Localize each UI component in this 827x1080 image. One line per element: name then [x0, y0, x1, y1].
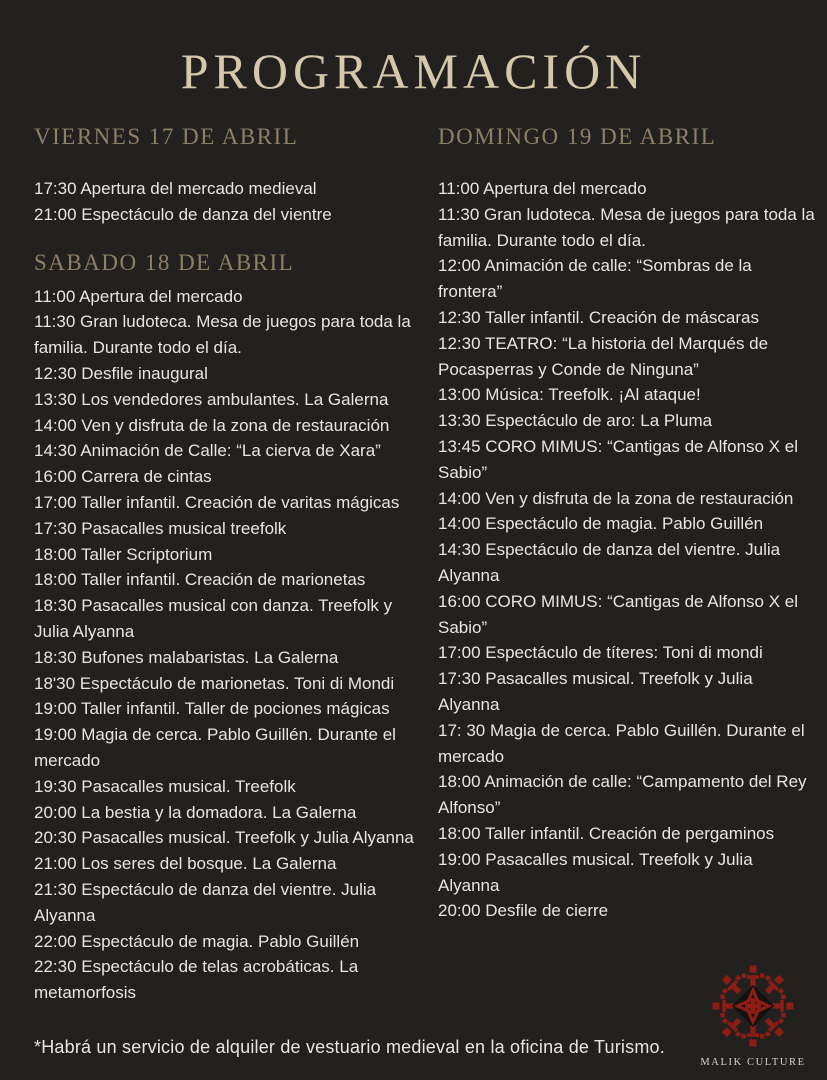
event-line: 16:00 Carrera de cintas	[34, 467, 212, 487]
event-list-domingo	[438, 176, 816, 924]
event-line: 16:00 CORO MIMUS: “Cantigas de Alfonso X el Sabio”	[438, 591, 798, 637]
event-line: 14:00 Ven y disfruta de la zona de restauración	[34, 415, 390, 435]
event-line: 14:00 Ven y disfruta de la zona de restauración	[438, 488, 794, 508]
event-line: 12:30 Taller infantil. Creación de máscaras	[438, 307, 759, 327]
event-line: 22:30 Espectáculo de telas acrobáticas. La metamorfosis	[34, 957, 359, 1003]
event-line: 20:00 Desfile de cierre	[438, 901, 609, 921]
right-column	[438, 124, 816, 1028]
day-header-sabado: SABADO 18 DE ABRIL	[34, 249, 295, 275]
event-line: 22:00 Espectáculo de magia. Pablo Guillén	[34, 931, 360, 951]
event-line: 12:30 Desfile inaugural	[34, 363, 208, 383]
event-line: 13:45 CORO MIMUS: “Cantigas de Alfonso X el Sabio”	[438, 436, 798, 482]
day-section-domingo	[438, 124, 816, 924]
event-line: 13:00 Música: Treefolk. ¡Al ataque!	[438, 385, 701, 405]
event-line: 11:00 Apertura del mercado	[438, 179, 647, 198]
footnote: *Habrá un servicio de alquiler de vestuario medieval en la oficina de Turismo.	[34, 1037, 665, 1057]
event-line: 11:30 Gran ludoteca. Mesa de juegos para toda la familia. Durante todo el día.	[438, 204, 815, 250]
event-line: 11:30 Gran ludoteca. Mesa de juegos para toda la familia. Durante todo el día.	[34, 312, 411, 358]
event-line: 17:30 Pasacalles musical treefolk	[34, 518, 287, 538]
event-line: 18:30 Pasacalles musical con danza. Treefolk y Julia Alyanna	[34, 596, 393, 641]
event-line: 19:00 Magia de cerca. Pablo Guillén. Durante el mercado	[34, 725, 396, 770]
malik-culture-logo	[697, 962, 809, 1068]
event-list-viernes	[34, 176, 426, 228]
page-title: PROGRAMACIÓN	[180, 43, 647, 99]
event-list-sabado	[34, 284, 426, 1006]
event-line: 17:00 Espectáculo de títeres: Toni di mondi	[438, 643, 763, 663]
event-line: 21:00 Espectáculo de danza del vientre	[34, 204, 332, 224]
schedule-columns	[0, 124, 827, 1028]
day-section-viernes	[34, 124, 426, 228]
event-line: 18:00 Taller infantil. Creación de pergaminos	[438, 823, 775, 843]
event-line: 13:30 Espectáculo de aro: La Pluma	[438, 411, 713, 431]
event-line: 13:30 Los vendedores ambulantes. La Galerna	[34, 389, 389, 409]
event-line: 20:00 La bestia y la domadora. La Galerna	[34, 802, 357, 822]
event-line: 21:00 Los seres del bosque. La Galerna	[34, 854, 337, 874]
event-line: 12:30 TEATRO: “La historia del Marqués de Pocasperras y Conde de Ninguna”	[438, 333, 769, 379]
event-line: 18:00 Animación de calle: “Campamento del Rey Alfonso”	[438, 772, 807, 818]
event-line: 18:00 Taller Scriptorium	[34, 544, 213, 564]
event-line: 12:00 Animación de calle: “Sombras de la frontera”	[438, 256, 752, 302]
event-line: 17:30 Apertura del mercado medieval	[34, 179, 317, 198]
event-line: 14:30 Animación de Calle: “La cierva de Xara”	[34, 441, 381, 461]
day-header-domingo: DOMINGO 19 DE ABRIL	[438, 124, 717, 149]
geometric-rosette-icon	[709, 1037, 797, 1054]
day-section-sabado	[34, 250, 426, 1006]
event-line: 11:00 Apertura del mercado	[34, 286, 243, 306]
event-line: 14:00 Espectáculo de magia. Pablo Guillén	[438, 514, 764, 534]
event-line: 19:30 Pasacalles musical. Treefolk	[34, 776, 296, 796]
event-line: 17: 30 Magia de cerca. Pablo Guillén. Durante el mercado	[438, 720, 805, 766]
event-line: 14:30 Espectáculo de danza del vientre. Julia Alyanna	[438, 540, 781, 585]
event-line: 18:30 Bufones malabaristas. La Galerna	[34, 647, 339, 667]
event-line: 17:00 Taller infantil. Creación de varitas mágicas	[34, 492, 400, 512]
event-line: 17:30 Pasacalles musical. Treefolk y Julia Alyanna	[438, 669, 753, 714]
event-line: 20:30 Pasacalles musical. Treefolk y Julia Alyanna	[34, 828, 414, 848]
event-line: 21:30 Espectáculo de danza del vientre. Julia Alyanna	[34, 879, 377, 925]
left-column	[34, 124, 426, 1028]
day-header-viernes: VIERNES 17 DE ABRIL	[34, 124, 299, 149]
event-line: 18'30 Espectáculo de marionetas. Toni di Mondi	[34, 673, 395, 693]
event-line: 18:00 Taller infantil. Creación de marionetas	[34, 570, 366, 590]
logo-text: MALIK CULTURE	[700, 1057, 806, 1068]
event-line: 19:00 Pasacalles musical. Treefolk y Julia Alyanna	[438, 849, 753, 895]
event-line: 19:00 Taller infantil. Taller de pociones mágicas	[34, 699, 390, 719]
